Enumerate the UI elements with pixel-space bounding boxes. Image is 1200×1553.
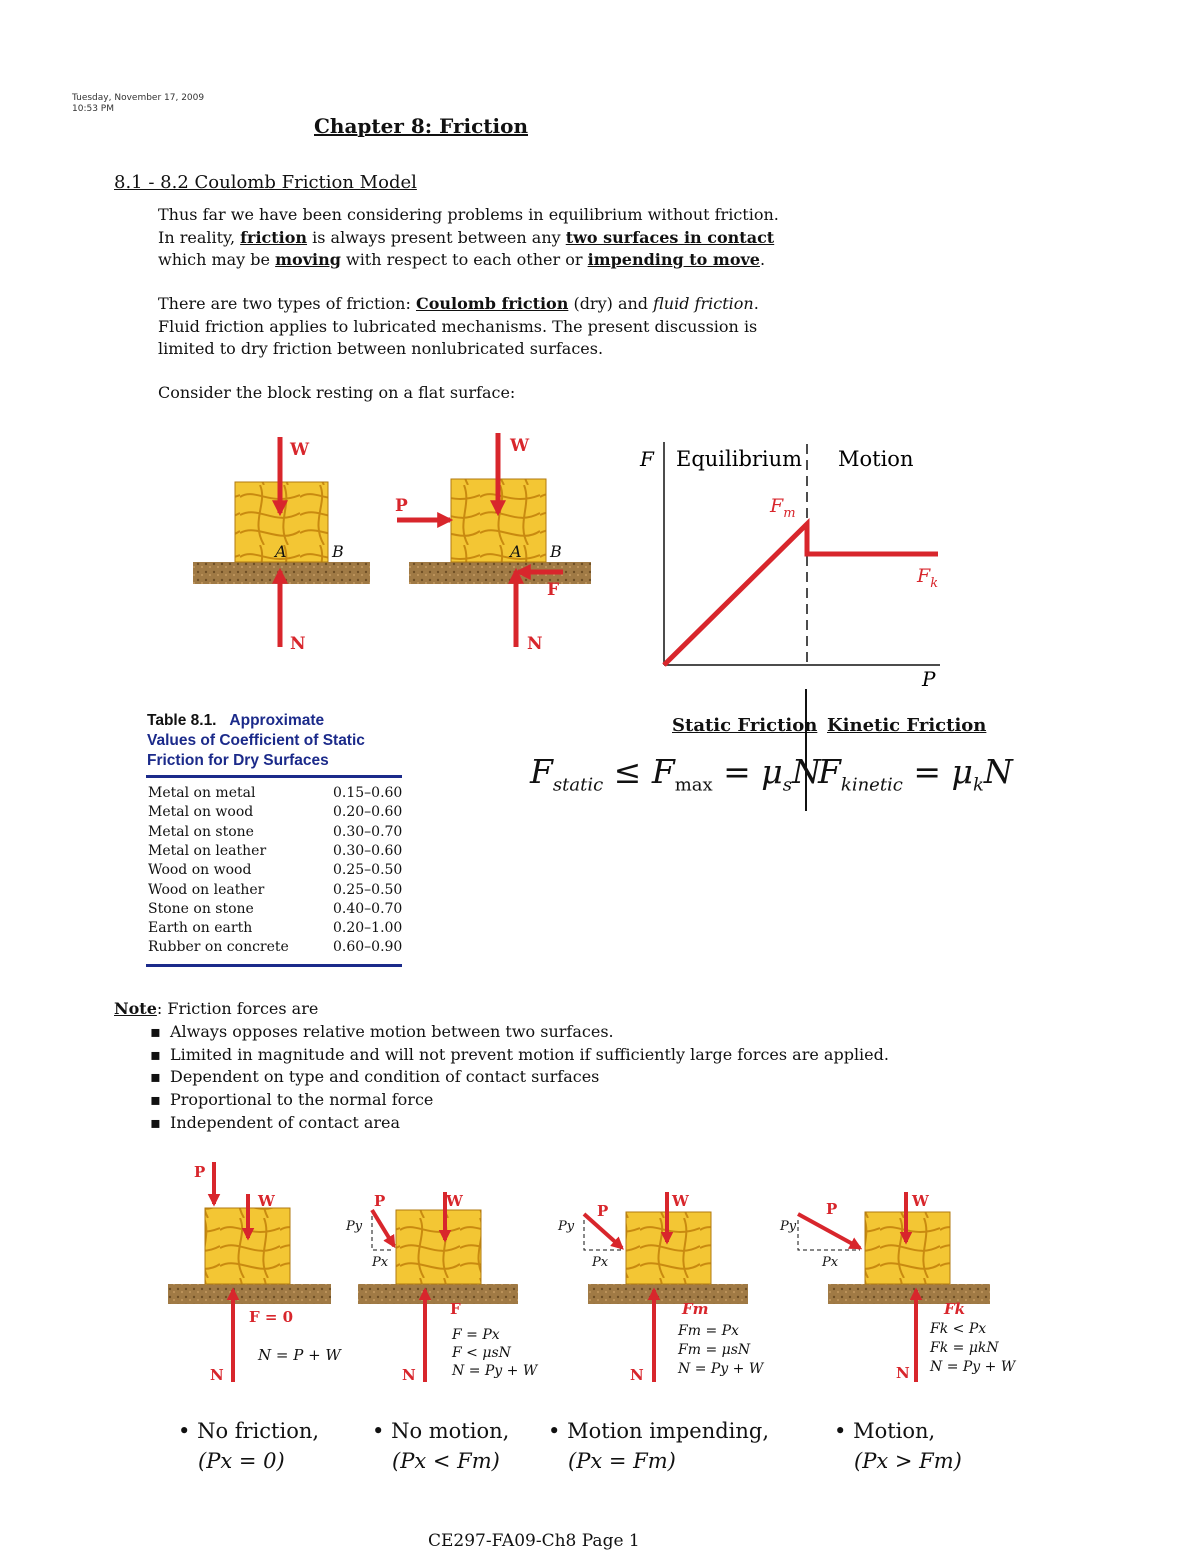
n-label: N	[527, 634, 543, 654]
intro-line-6: limited to dry friction between nonlubricated surfaces.	[158, 339, 604, 358]
eq-part: kinetic	[840, 774, 903, 796]
surface-pair: Rubber on concrete	[148, 939, 289, 956]
page-footer: CE297-FA09-Ch8 Page 1	[428, 1531, 640, 1551]
timestamp	[72, 93, 204, 115]
w-label: W	[258, 1192, 275, 1210]
table-rule-top	[146, 775, 402, 778]
intro-line-1: Thus far we have been considering problems in equilibrium without friction.	[158, 205, 779, 224]
surface-pair: Stone on stone	[148, 900, 254, 917]
surface-pair: Metal on wood	[148, 804, 254, 821]
px-label: Px	[592, 1255, 609, 1270]
ground-surface	[409, 562, 591, 584]
eq-part: ≤ F	[603, 752, 675, 791]
friction-graph	[630, 440, 950, 690]
note-intro	[114, 998, 1014, 1021]
caption-title: No motion,	[391, 1419, 510, 1443]
fm-main: F	[770, 495, 784, 517]
caption-title: Motion impending,	[567, 1419, 770, 1443]
coefficient-table	[148, 785, 408, 965]
ground-surface	[358, 1284, 518, 1304]
equation: Fm = Px	[678, 1323, 739, 1339]
coefficient-range: 0.60–0.90	[333, 939, 403, 956]
surface-pair: Metal on stone	[148, 823, 254, 840]
equilibrium-label: Equilibrium	[676, 447, 803, 471]
page-title: Chapter 8: Friction	[314, 114, 529, 138]
case-no-friction	[168, 1162, 342, 1384]
caption-condition: (Px < Fm)	[392, 1449, 500, 1473]
table-row	[148, 901, 408, 920]
motion-label: Motion	[838, 447, 914, 471]
eq-part: N	[792, 752, 821, 791]
case-motion-impending	[557, 1192, 765, 1384]
equation: Fk < Px	[930, 1321, 987, 1337]
note-section	[114, 998, 1014, 1135]
p-axis-label: P	[922, 667, 936, 690]
components	[798, 1220, 860, 1250]
eq-part: N	[983, 752, 1013, 791]
coefficient-range: 0.30–0.70	[333, 823, 403, 840]
caption-motion: • Motion, (Px > Fm)	[834, 1419, 962, 1473]
w-label: W	[510, 436, 530, 456]
table-caption	[147, 711, 365, 771]
eq-part: F	[530, 752, 553, 791]
table-caption-line-3: Friction for Dry Surfaces	[147, 752, 329, 769]
w-label: W	[446, 1192, 463, 1210]
eq-part: max	[674, 774, 713, 796]
static-friction-label: Static Friction	[672, 715, 818, 736]
note-item: ▪ Always opposes relative motion between two surfaces.	[170, 1021, 1014, 1044]
py-label: Py	[558, 1219, 575, 1234]
ground-surface	[588, 1284, 748, 1304]
text: .	[753, 294, 759, 313]
table-row	[148, 843, 408, 862]
fm-label	[769, 495, 796, 521]
table-row	[148, 882, 408, 901]
eq-part: s	[782, 774, 792, 796]
eq-part: F	[818, 752, 841, 791]
p-label: P	[194, 1163, 206, 1181]
px-label: Px	[372, 1255, 389, 1270]
f-axis-label: F	[640, 447, 654, 471]
equation: Fk = μkN	[930, 1340, 999, 1356]
moving-term: moving	[275, 250, 341, 269]
table-rule-bottom	[146, 964, 402, 967]
caption-condition: (Px > Fm)	[854, 1449, 962, 1473]
f-label: F = 0	[249, 1308, 294, 1326]
surface-pair: Metal on metal	[148, 785, 256, 801]
case-diagrams	[160, 1158, 1030, 1390]
table-number: Table 8.1.	[147, 712, 217, 729]
f-label: Fk	[944, 1300, 966, 1318]
intro-line-5: Fluid friction applies to lubricated mechanisms. The present discussion is	[158, 316, 758, 336]
fk-sub: k	[930, 576, 939, 591]
note-item: ▪ Independent of contact area	[170, 1112, 1014, 1135]
eq-part: k	[972, 774, 984, 796]
two-surfaces-term: two surfaces in contact	[565, 227, 775, 247]
note-item: ▪ Limited in magnitude and will not prevent motion if sufficiently large forces are applied.	[170, 1044, 1014, 1067]
surface-pair: Earth on earth	[148, 920, 253, 937]
n-label: N	[210, 1366, 224, 1384]
f-label: F	[450, 1300, 461, 1318]
fm-sub: m	[783, 506, 796, 521]
equation: N = Py + W	[678, 1361, 764, 1377]
caption-motion-impending: • Motion impending, (Px = Fm)	[548, 1419, 770, 1473]
intro-line-4	[158, 293, 858, 316]
equation: F < μsN	[452, 1345, 511, 1361]
coefficient-range: 0.30–0.60	[333, 842, 403, 859]
text: with respect to each other or	[340, 250, 588, 269]
impending-term: impending to move	[587, 250, 760, 269]
coulomb-term: Coulomb friction	[415, 294, 569, 313]
case-motion	[779, 1192, 1017, 1382]
py-label: Py	[346, 1219, 363, 1234]
note-list	[114, 1021, 1014, 1135]
coefficient-range: 0.20–1.00	[333, 920, 403, 937]
surface-pair: Wood on leather	[148, 881, 265, 898]
equation: N = P + W	[258, 1346, 341, 1364]
p-label: P	[374, 1192, 386, 1210]
intro-paragraph-3: Consider the block resting on a flat surface:	[158, 383, 516, 402]
table-row	[148, 804, 408, 823]
text: In reality,	[158, 227, 241, 247]
note-item: ▪ Proportional to the normal force	[170, 1089, 1014, 1112]
surface-pair: Wood on wood	[148, 862, 252, 879]
n-label: N	[896, 1364, 910, 1382]
note-intro-text: : Friction forces are	[156, 999, 319, 1018]
equation: N = Py + W	[930, 1359, 1016, 1375]
block-diagrams	[180, 425, 610, 660]
caption-condition: (Px = Fm)	[568, 1449, 676, 1473]
equation: F = Px	[452, 1327, 500, 1343]
coefficient-range: 0.15–0.60	[333, 785, 403, 801]
friction-term: friction	[240, 227, 308, 247]
a-label: A	[510, 542, 522, 561]
coefficient-range: 0.40–0.70	[333, 900, 403, 917]
ground-surface	[828, 1284, 990, 1304]
caption-condition: (Px = 0)	[198, 1449, 285, 1473]
equation: Fm = μsN	[678, 1342, 751, 1358]
text: (dry) and	[568, 294, 654, 313]
timestamp-time: 10:53 PM	[72, 104, 114, 114]
text: which may be	[158, 250, 276, 269]
eq-part: = μ	[902, 752, 973, 791]
b-label: B	[550, 542, 562, 561]
f-label: Fm	[682, 1300, 709, 1318]
kinetic-equation	[818, 752, 1013, 796]
static-equation	[530, 752, 821, 796]
wood-block	[396, 1210, 481, 1284]
intro-line-3	[158, 249, 858, 272]
n-label: N	[630, 1366, 644, 1384]
p-label: P	[395, 496, 408, 516]
case-no-motion	[345, 1192, 539, 1384]
caption-no-motion: • No motion, (Px < Fm)	[372, 1419, 510, 1473]
fk-main: F	[917, 565, 931, 587]
equation: N = Py + W	[452, 1363, 538, 1379]
fk-label	[916, 565, 938, 591]
components	[372, 1216, 394, 1250]
kinetic-friction-label: Kinetic Friction	[827, 715, 987, 736]
py-label: Py	[780, 1219, 797, 1234]
a-label: A	[275, 542, 287, 561]
text: .	[759, 250, 766, 269]
p-arrow	[372, 1210, 394, 1246]
f-label: F	[547, 580, 560, 600]
table-row	[148, 862, 408, 881]
p-arrow	[798, 1214, 860, 1248]
caption-title: No friction,	[197, 1419, 320, 1443]
coefficient-range: 0.20–0.60	[333, 804, 403, 821]
timestamp-date: Tuesday, November 17, 2009	[72, 93, 205, 103]
coefficient-range: 0.25–0.50	[333, 862, 403, 879]
table-row	[148, 939, 408, 958]
eq-part: static	[552, 774, 604, 796]
coefficient-range: 0.25–0.50	[333, 881, 403, 898]
b-label: B	[332, 542, 344, 561]
table-caption-line-2: Values of Coefficient of Static	[147, 732, 365, 749]
fluid-term: fluid friction	[653, 294, 754, 313]
eq-part: = μ	[712, 752, 783, 791]
surface-pair: Metal on leather	[148, 842, 267, 859]
caption-no-friction: • No friction, (Px = 0)	[178, 1419, 320, 1473]
table-caption-text: Approximate	[229, 712, 325, 729]
table-row	[148, 920, 408, 939]
ground-surface	[168, 1284, 331, 1304]
table-caption-line-1	[147, 711, 365, 731]
caption-title: Motion,	[853, 1419, 936, 1443]
intro-paragraph-1	[158, 204, 858, 272]
px-label: Px	[822, 1255, 839, 1270]
section-heading: 8.1 - 8.2 Coulomb Friction Model	[114, 172, 417, 193]
intro-line-2	[158, 227, 858, 250]
p-label: P	[826, 1200, 838, 1218]
p-label: P	[597, 1202, 609, 1220]
w-label: W	[290, 440, 310, 460]
text: is always present between any	[307, 227, 566, 247]
w-label: W	[912, 1192, 929, 1210]
n-label: N	[402, 1366, 416, 1384]
note-item: ▪ Dependent on type and condition of contact surfaces	[170, 1066, 1014, 1089]
table-row	[148, 824, 408, 843]
table-row	[148, 785, 408, 804]
n-label: N	[290, 634, 306, 654]
friction-curve	[664, 524, 938, 665]
w-label: W	[672, 1192, 689, 1210]
note-label: Note	[114, 999, 157, 1018]
intro-paragraph-2	[158, 293, 858, 361]
text: There are two types of friction:	[158, 294, 416, 313]
